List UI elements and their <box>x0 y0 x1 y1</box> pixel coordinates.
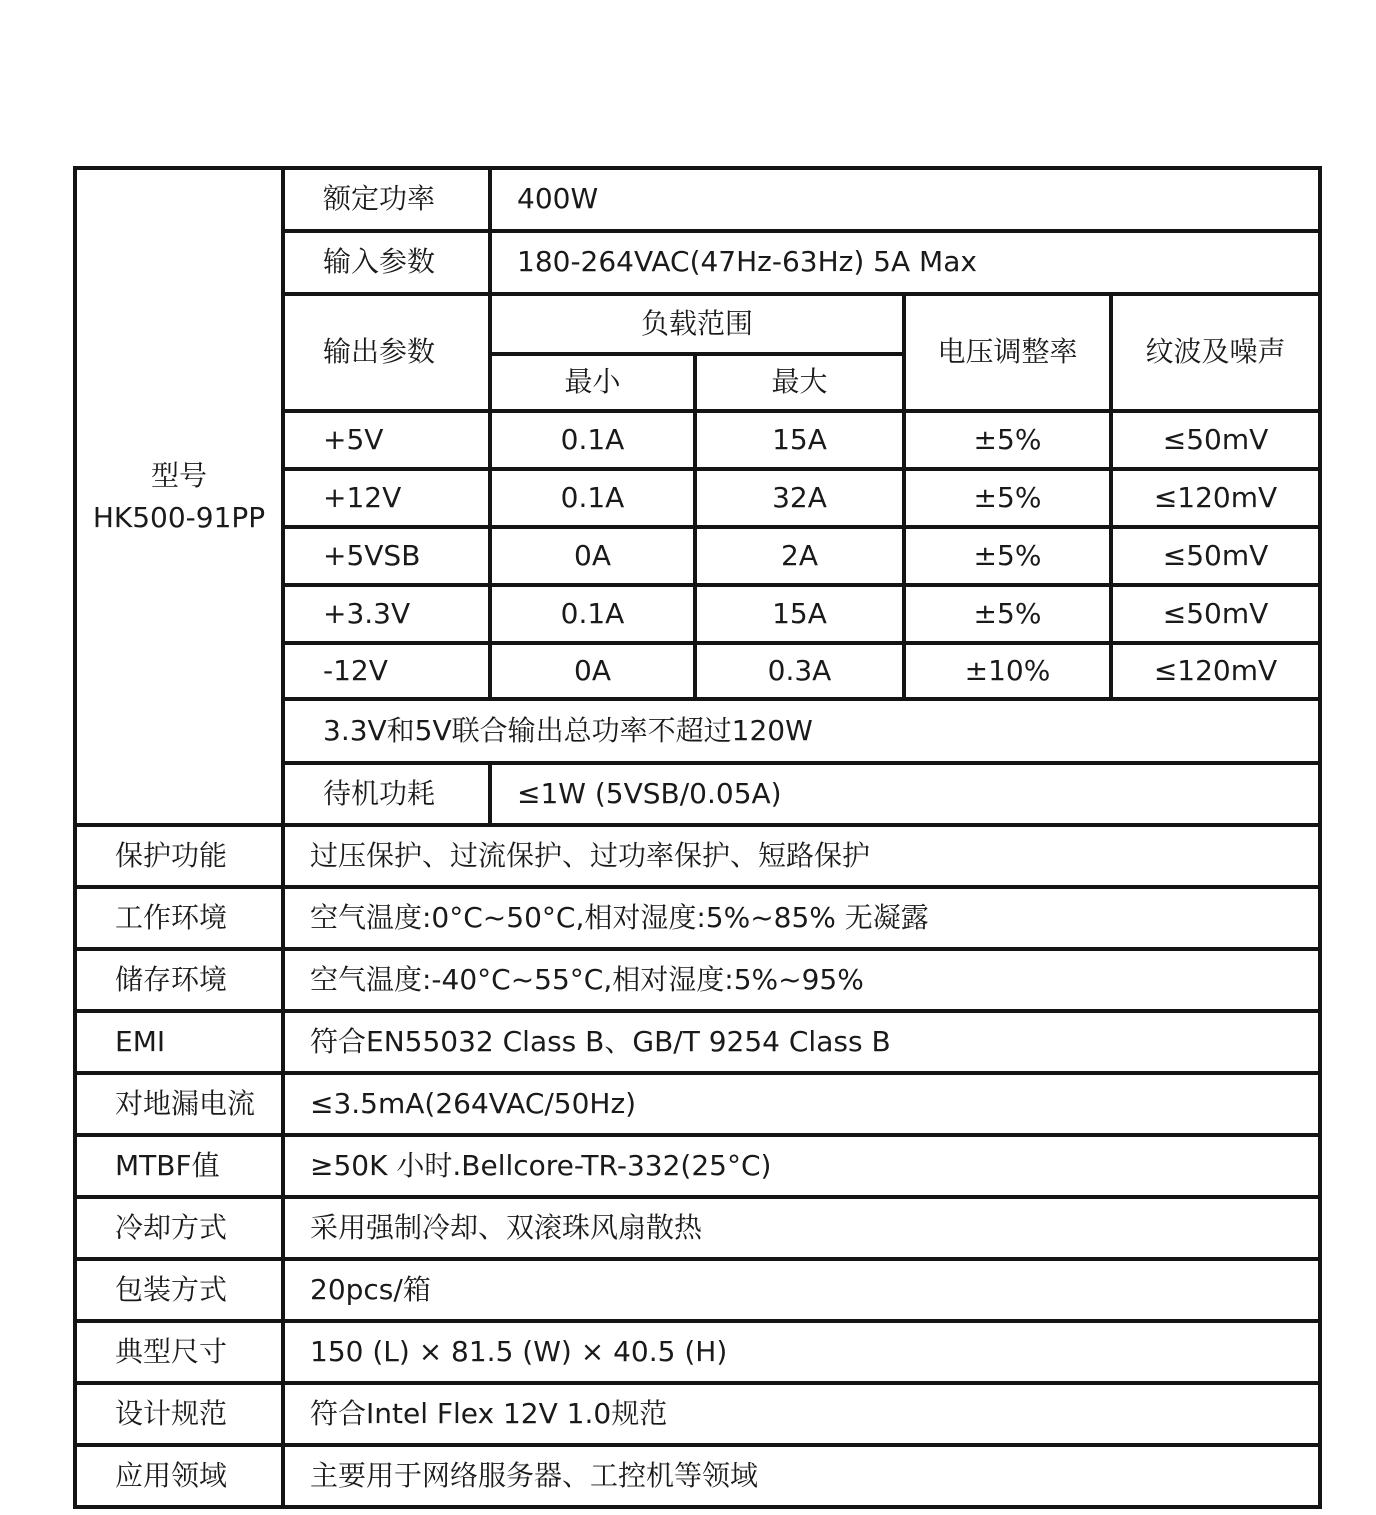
spec-value: 采用强制冷却、双滚珠风扇散热 <box>283 1197 1320 1259</box>
spec-value: 150 (L) × 81.5 (W) × 40.5 (H) <box>283 1321 1320 1383</box>
regulation-header: 电压调整率 <box>904 294 1111 411</box>
max-cell: 2A <box>695 527 904 585</box>
table-row <box>75 1073 1320 1135</box>
table-row <box>75 1383 1320 1445</box>
spec-value: 符合Intel Flex 12V 1.0规范 <box>283 1383 1320 1445</box>
ripple-header: 纹波及噪声 <box>1111 294 1320 411</box>
voltage-cell: +5V <box>283 411 490 469</box>
input-label: 输入参数 <box>283 231 490 294</box>
spec-label: 储存环境 <box>75 949 283 1011</box>
ripple-cell: ≤50mV <box>1111 527 1320 585</box>
spec-label: EMI <box>75 1011 283 1073</box>
voltage-cell: -12V <box>283 643 490 699</box>
spec-label: 保护功能 <box>75 825 283 887</box>
max-cell: 15A <box>695 585 904 643</box>
spec-label: 包装方式 <box>75 1259 283 1321</box>
table-row <box>75 1321 1320 1383</box>
table-row <box>75 825 1320 887</box>
output-note: 3.3V和5V联合输出总功率不超过120W <box>283 699 1320 763</box>
min-cell: 0A <box>490 527 695 585</box>
max-header: 最大 <box>695 354 904 411</box>
voltage-cell: +5VSB <box>283 527 490 585</box>
output-label: 输出参数 <box>283 294 490 411</box>
rated-power-label: 额定功率 <box>283 168 490 231</box>
input-value: 180-264VAC(47Hz-63Hz) 5A Max <box>490 231 1320 294</box>
rated-power-value: 400W <box>490 168 1320 231</box>
load-range-header: 负载范围 <box>490 294 904 354</box>
regulation-cell: ±5% <box>904 469 1111 527</box>
table-row <box>75 887 1320 949</box>
spec-value: 空气温度:0°C~50°C,相对湿度:5%~85% 无凝露 <box>283 887 1320 949</box>
spec-label: 应用领域 <box>75 1445 283 1507</box>
spec-label: 对地漏电流 <box>75 1073 283 1135</box>
spec-label: 冷却方式 <box>75 1197 283 1259</box>
spec-label: 典型尺寸 <box>75 1321 283 1383</box>
spec-value: 符合EN55032 Class B、GB/T 9254 Class B <box>283 1011 1320 1073</box>
regulation-cell: ±5% <box>904 585 1111 643</box>
spec-label: 设计规范 <box>75 1383 283 1445</box>
spec-value: ≥50K 小时.Bellcore-TR-332(25°C) <box>283 1135 1320 1197</box>
regulation-cell: ±5% <box>904 527 1111 585</box>
min-cell: 0A <box>490 643 695 699</box>
table-row <box>75 1259 1320 1321</box>
table-row <box>75 949 1320 1011</box>
table-row <box>75 1197 1320 1259</box>
voltage-cell: +3.3V <box>283 585 490 643</box>
ripple-cell: ≤50mV <box>1111 411 1320 469</box>
table-row <box>75 1011 1320 1073</box>
ripple-cell: ≤120mV <box>1111 643 1320 699</box>
ripple-cell: ≤120mV <box>1111 469 1320 527</box>
spec-value: 20pcs/箱 <box>283 1259 1320 1321</box>
spec-value: ≤3.5mA(264VAC/50Hz) <box>283 1073 1320 1135</box>
regulation-cell: ±10% <box>904 643 1111 699</box>
spec-value: ≤1W (5VSB/0.05A) <box>490 763 1320 825</box>
max-cell: 0.3A <box>695 643 904 699</box>
min-header: 最小 <box>490 354 695 411</box>
spec-label: 待机功耗 <box>283 763 490 825</box>
spec-value: 过压保护、过流保护、过功率保护、短路保护 <box>283 825 1320 887</box>
model-label: 型号 <box>150 458 207 492</box>
spec-value: 主要用于网络服务器、工控机等领域 <box>283 1445 1320 1507</box>
model-value: HK500-91PP <box>92 500 266 534</box>
spec-label: MTBF值 <box>75 1135 283 1197</box>
model-cell <box>75 168 283 825</box>
max-cell: 32A <box>695 469 904 527</box>
table-row <box>75 1135 1320 1197</box>
spec-table <box>73 166 1322 1509</box>
min-cell: 0.1A <box>490 411 695 469</box>
regulation-cell: ±5% <box>904 411 1111 469</box>
min-cell: 0.1A <box>490 469 695 527</box>
max-cell: 15A <box>695 411 904 469</box>
spec-label: 工作环境 <box>75 887 283 949</box>
table-row <box>75 1445 1320 1507</box>
rated-power-row <box>75 168 1320 231</box>
voltage-cell: +12V <box>283 469 490 527</box>
ripple-cell: ≤50mV <box>1111 585 1320 643</box>
min-cell: 0.1A <box>490 585 695 643</box>
spec-value: 空气温度:-40°C~55°C,相对湿度:5%~95% <box>283 949 1320 1011</box>
